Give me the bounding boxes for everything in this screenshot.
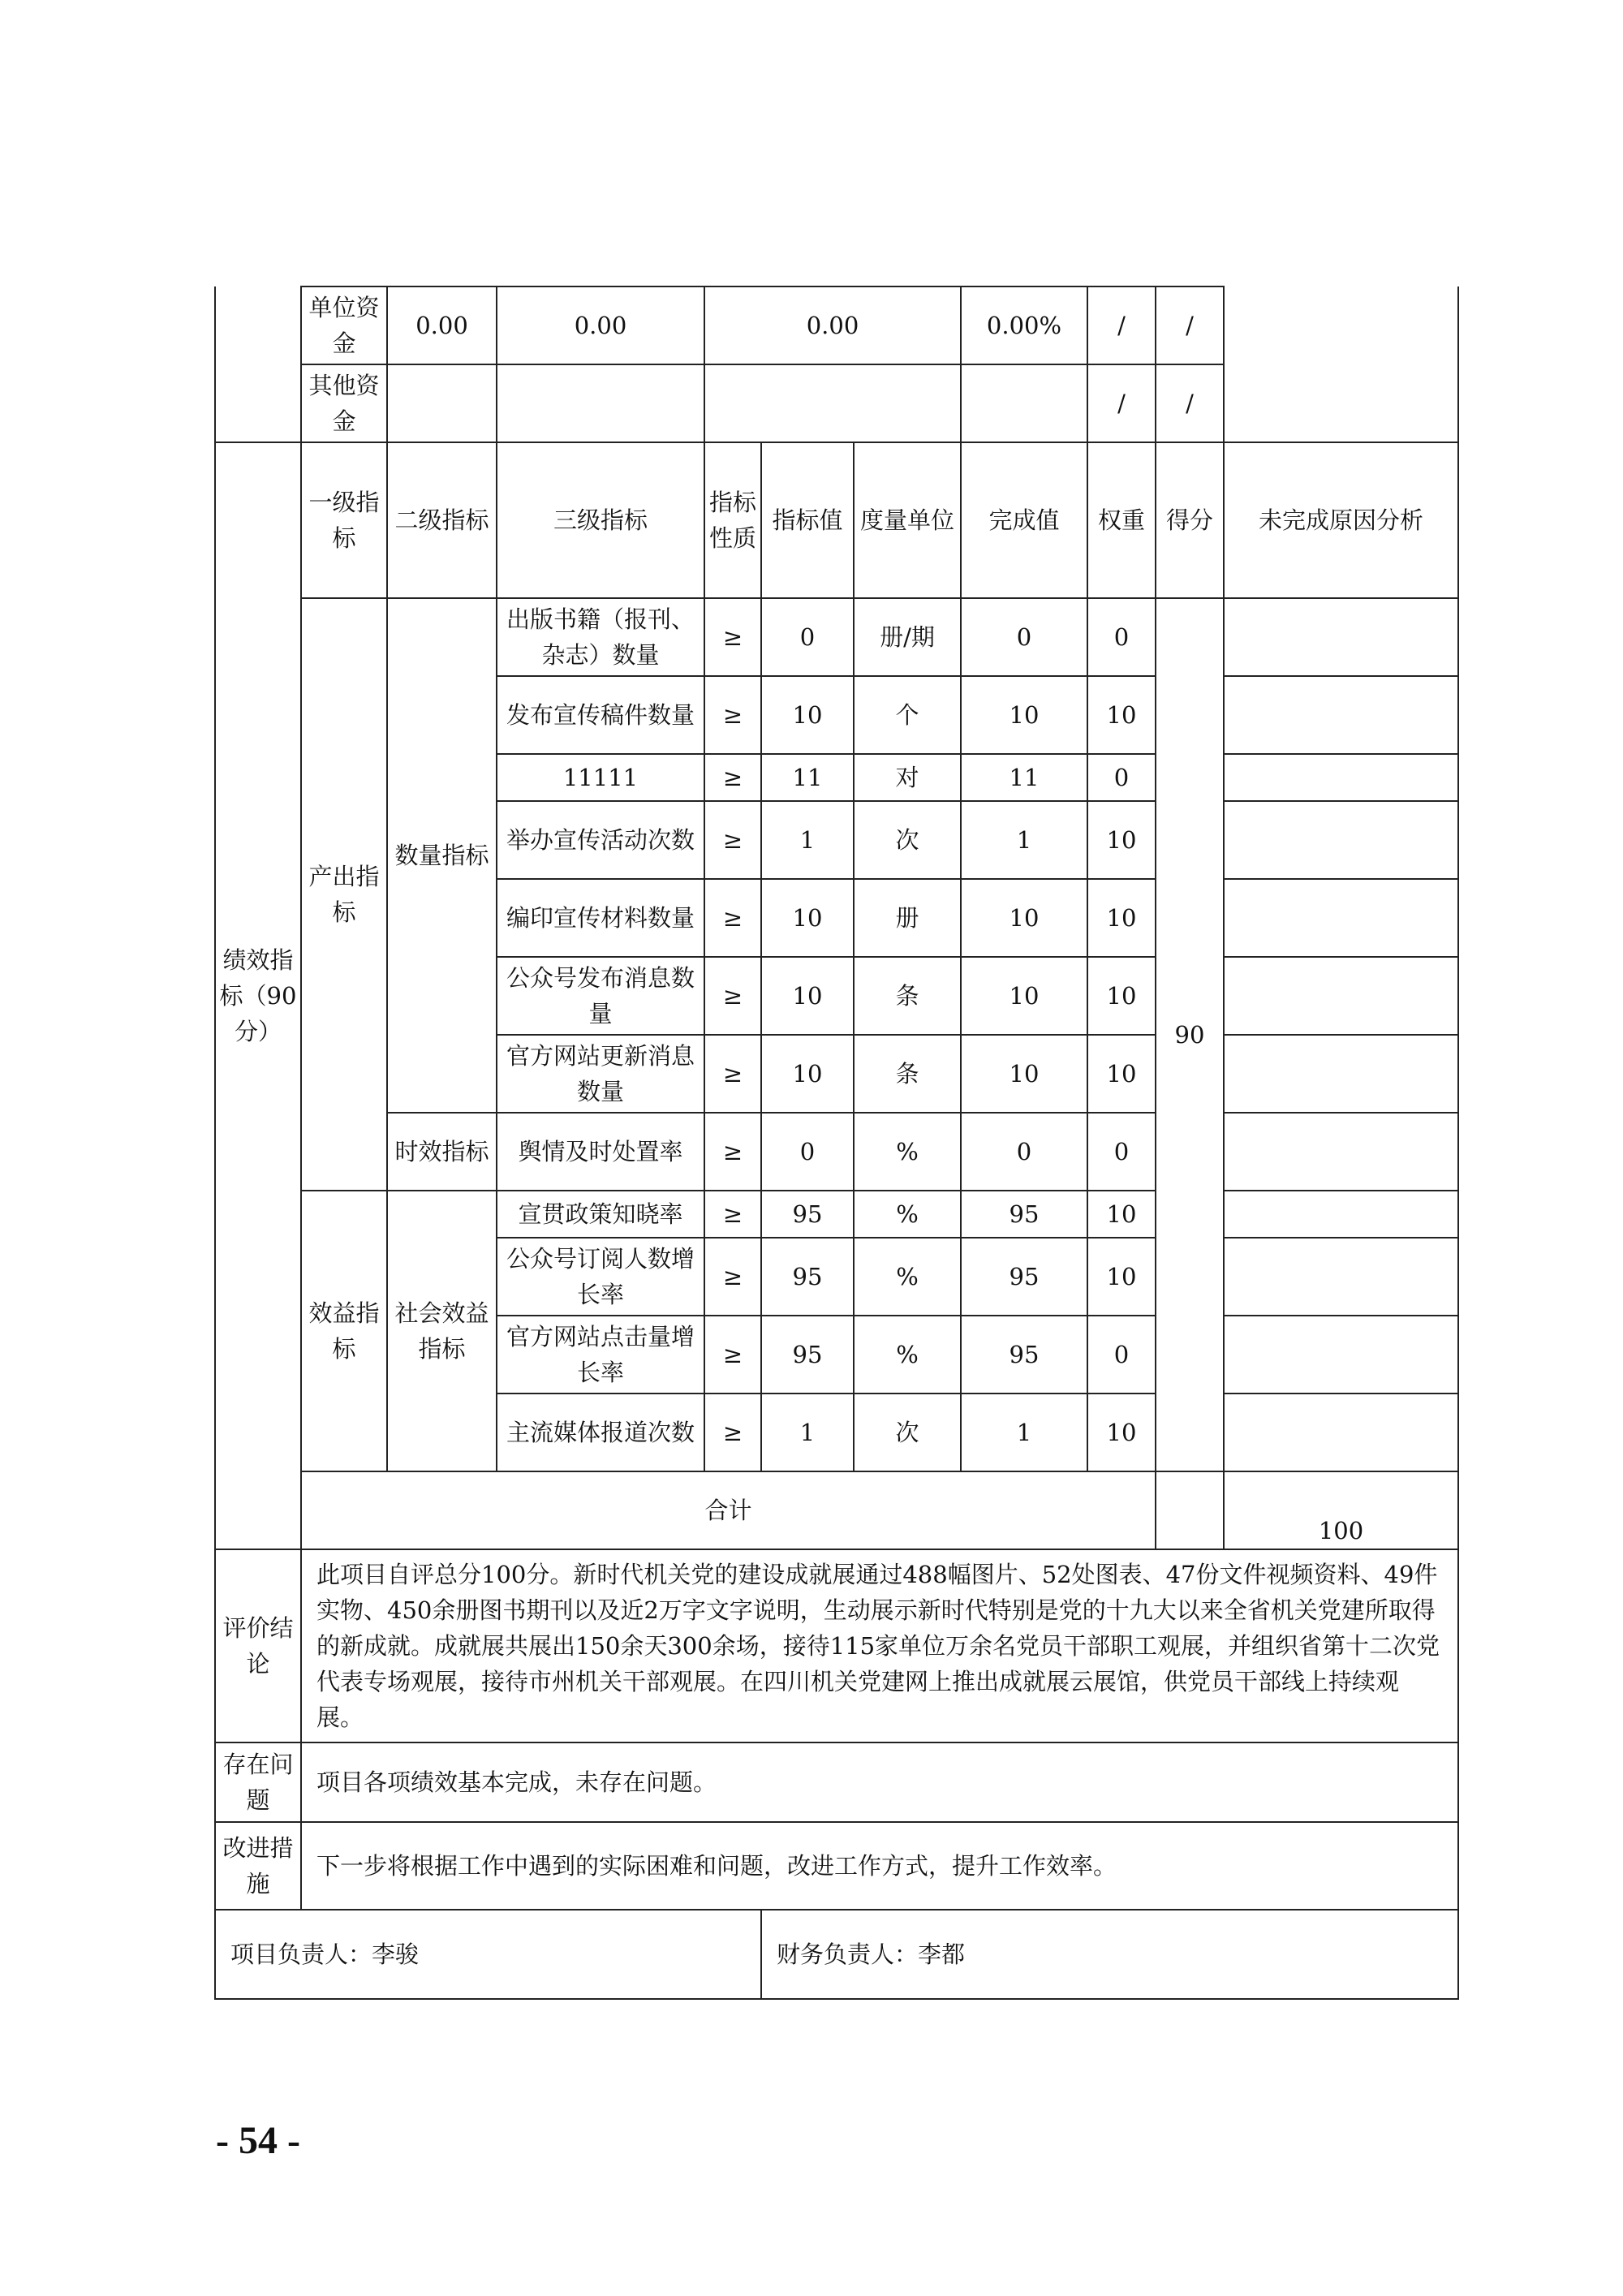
indicator-weight: 10 [1087,1035,1156,1113]
header-score: 得分 [1156,442,1224,598]
indicator-reason [1224,1191,1458,1238]
fund-label: 其他资金 [301,364,387,442]
evaluation-text: 此项目自评总分100分。新时代机关党的建设成就展通过488幅图片、52处图表、47份文件视频资料、49件实物、450余册图书期刊以及近2万字文字说明，生动展示新时代特别是党的十九大以来全省机关党建所取得的新成就。成就展共展出150余天300余场，接待115家单位万余名党员干部职工观展，并组织省第十二次党代表专场观展，接待市州机关干部观展。在四川机关党建网上推出成就展云展馆，供党员干部线上持续观展。 [301,1549,1458,1742]
indicator-weight: 0 [1087,1113,1156,1191]
indicator-weight: 0 [1087,598,1156,676]
indicator-weight: 0 [1087,754,1156,801]
indicator-nature: ≥ [704,801,761,879]
indicator-target: 95 [761,1316,854,1394]
fund-row [215,286,1458,364]
indicator-nature: ≥ [704,1394,761,1471]
header-unit: 度量单位 [854,442,961,598]
table-row [215,1191,1458,1238]
fund-cell: / [1087,286,1156,364]
indicator-target: 0 [761,1113,854,1191]
total-label: 合计 [301,1471,1156,1549]
indicator-unit: 册 [854,879,961,957]
indicator-weight: 10 [1087,801,1156,879]
indicator-nature: ≥ [704,1113,761,1191]
indicator-nature: ≥ [704,1238,761,1316]
indicator-unit: % [854,1238,961,1316]
indicator-weight: 0 [1087,1316,1156,1394]
indicator-nature: ≥ [704,598,761,676]
indicator-unit: 次 [854,1394,961,1471]
fund-cell: / [1156,364,1224,442]
indicator-nature: ≥ [704,1035,761,1113]
indicator-actual: 95 [961,1191,1087,1238]
problems-text: 项目各项绩效基本完成，未存在问题。 [301,1742,1458,1822]
table-row [215,598,1458,676]
problems-label: 存在问题 [215,1742,301,1822]
indicator-nature: ≥ [704,676,761,754]
indicator-nature: ≥ [704,879,761,957]
header-level1: 一级指标 [301,442,387,598]
header-reason: 未完成原因分析 [1224,442,1458,598]
fund-blank-cell [1224,286,1458,442]
indicator-name: 发布宣传稿件数量 [497,676,704,754]
indicator-target: 10 [761,676,854,754]
indicator-actual: 10 [961,957,1087,1035]
indicator-unit: 条 [854,1035,961,1113]
indicator-reason [1224,598,1458,676]
fund-cell: 0.00 [387,286,497,364]
header-target: 指标值 [761,442,854,598]
indicator-actual: 1 [961,1394,1087,1471]
indicator-target: 11 [761,754,854,801]
indicator-reason [1224,1113,1458,1191]
indicator-target: 1 [761,1394,854,1471]
section-label: 绩效指标（90分） [215,442,301,1549]
evaluation-label: 评价结论 [215,1549,301,1742]
indicator-unit: % [854,1113,961,1191]
improvements-row [215,1822,1458,1910]
indicator-target: 1 [761,801,854,879]
header-level3: 三级指标 [497,442,704,598]
fund-cell [497,364,704,442]
indicator-unit: 条 [854,957,961,1035]
indicator-unit: 次 [854,801,961,879]
group-benefit: 效益指标 [301,1191,387,1471]
indicator-unit: % [854,1191,961,1238]
fund-blank-cell [215,286,301,442]
indicator-target: 10 [761,1035,854,1113]
indicator-target: 95 [761,1238,854,1316]
indicator-weight: 10 [1087,1191,1156,1238]
improvements-text: 下一步将根据工作中遇到的实际困难和问题，改进工作方式，提升工作效率。 [301,1822,1458,1910]
indicator-name: 主流媒体报道次数 [497,1394,704,1471]
total-weight-cell [1156,1471,1224,1549]
fund-cell: 0.00 [704,286,961,364]
fund-cell: / [1087,364,1156,442]
header-actual: 完成值 [961,442,1087,598]
performance-table [214,286,1459,2000]
indicator-actual: 0 [961,1113,1087,1191]
page-number: - 54 - [216,2119,300,2162]
indicator-nature: ≥ [704,1191,761,1238]
indicator-header-row [215,442,1458,598]
indicator-unit: % [854,1316,961,1394]
indicator-actual: 95 [961,1238,1087,1316]
finance-manager: 财务负责人：李都 [761,1910,1458,1999]
indicator-weight: 10 [1087,1238,1156,1316]
indicator-unit: 册/期 [854,598,961,676]
indicator-actual: 0 [961,598,1087,676]
problems-row [215,1742,1458,1822]
indicator-actual: 10 [961,1035,1087,1113]
group-score: 90 [1156,598,1224,1471]
fund-cell [387,364,497,442]
indicator-unit: 对 [854,754,961,801]
indicator-name: 出版书籍（报刊、杂志）数量 [497,598,704,676]
indicator-reason [1224,754,1458,801]
group-timeliness: 时效指标 [387,1113,497,1191]
indicator-reason [1224,1316,1458,1394]
header-weight: 权重 [1087,442,1156,598]
indicator-reason [1224,1035,1458,1113]
indicator-unit: 个 [854,676,961,754]
indicator-target: 95 [761,1191,854,1238]
indicator-reason [1224,801,1458,879]
signature-row [215,1910,1458,1999]
fund-cell: 0.00 [497,286,704,364]
indicator-target: 10 [761,879,854,957]
indicator-reason [1224,1238,1458,1316]
indicator-weight: 10 [1087,879,1156,957]
indicator-name: 公众号发布消息数量 [497,957,704,1035]
header-level2: 二级指标 [387,442,497,598]
table-row [215,1113,1458,1191]
indicator-actual: 95 [961,1316,1087,1394]
indicator-reason [1224,1394,1458,1471]
indicator-weight: 10 [1087,957,1156,1035]
indicator-name: 举办宣传活动次数 [497,801,704,879]
indicator-target: 0 [761,598,854,676]
group-quantity: 数量指标 [387,598,497,1113]
indicator-actual: 11 [961,754,1087,801]
indicator-reason [1224,676,1458,754]
indicator-weight: 10 [1087,1394,1156,1471]
fund-cell [704,364,961,442]
project-manager: 项目负责人：李骏 [215,1910,761,1999]
indicator-name: 官方网站点击量增长率 [497,1316,704,1394]
indicator-name: 公众号订阅人数增长率 [497,1238,704,1316]
indicator-nature: ≥ [704,754,761,801]
indicator-name: 编印宣传材料数量 [497,879,704,957]
indicator-name: 舆情及时处置率 [497,1113,704,1191]
indicator-reason [1224,957,1458,1035]
total-row [215,1471,1458,1549]
fund-cell [961,364,1087,442]
indicator-actual: 10 [961,676,1087,754]
fund-cell: 0.00% [961,286,1087,364]
group-social: 社会效益指标 [387,1191,497,1471]
indicator-weight: 10 [1087,676,1156,754]
indicator-reason [1224,879,1458,957]
group-output: 产出指标 [301,598,387,1191]
header-nature: 指标性质 [704,442,761,598]
fund-label: 单位资金 [301,286,387,364]
fund-cell: / [1156,286,1224,364]
evaluation-row [215,1549,1458,1742]
indicator-name: 宣贯政策知晓率 [497,1191,704,1238]
indicator-target: 10 [761,957,854,1035]
indicator-nature: ≥ [704,957,761,1035]
improvements-label: 改进措施 [215,1822,301,1910]
indicator-name: 11111 [497,754,704,801]
indicator-actual: 10 [961,879,1087,957]
indicator-name: 官方网站更新消息数量 [497,1035,704,1113]
indicator-nature: ≥ [704,1316,761,1394]
indicator-actual: 1 [961,801,1087,879]
total-score: 100 [1224,1471,1458,1549]
